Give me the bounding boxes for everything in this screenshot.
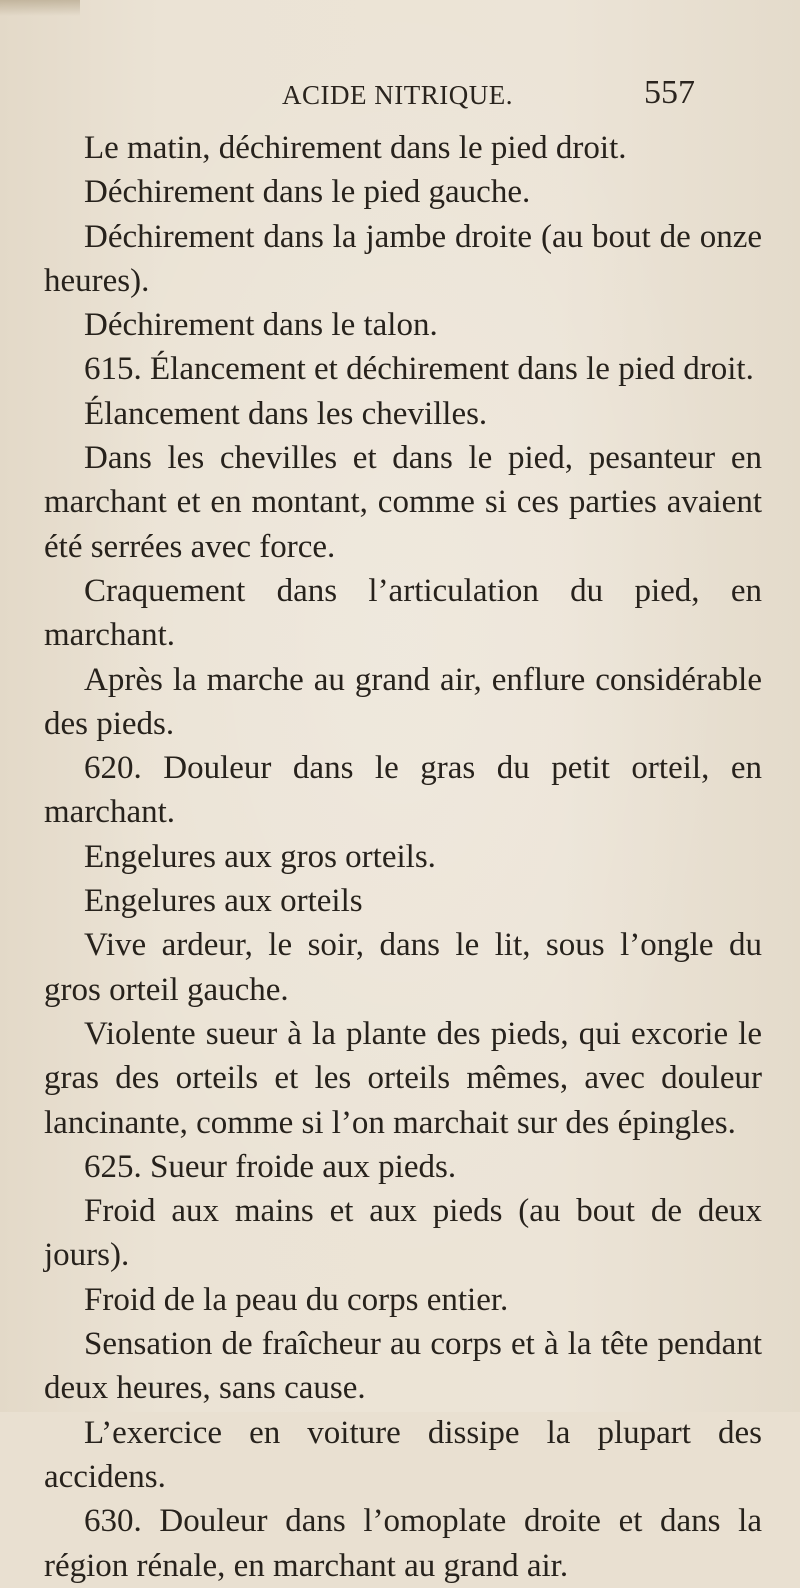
symptom-entry: Dans les chevilles et dans le pied, pesanteur en marchant et en montant, comme si ces parties avaient été serrées avec force. — [44, 440, 762, 565]
running-head: ACIDE NITRIQUE. — [282, 80, 513, 110]
symptom-entry-615: 615. Élancement et déchirement dans le pied droit. — [84, 351, 754, 388]
symptom-entry: Élancement dans les chevilles. — [84, 395, 488, 432]
page-number: 557 — [644, 74, 695, 111]
symptom-entry: Après la marche au grand air, enflure considérable des pieds. — [44, 661, 762, 742]
symptom-entry-630: 630. Douleur dans l’omoplate droite et dans la région rénale, en marchant au grand air. — [44, 1503, 762, 1584]
page-header — [0, 76, 800, 116]
symptom-entry: Violente sueur à la plante des pieds, qui excorie le gras des orteils et les orteils mêmes, avec douleur lancinante, comme si l’on marchait sur des épingles. — [44, 1015, 762, 1141]
symptom-entry: Déchirement dans le talon. — [84, 307, 438, 344]
symptom-entry: Engelures aux orteils — [84, 883, 363, 920]
symptom-entry: L’exercice en voiture dissipe la plupart des accidens. — [44, 1414, 762, 1495]
symptom-entry: Vive ardeur, le soir, dans le lit, sous l’ongle du gros orteil gauche. — [44, 927, 762, 1008]
paper-stain — [0, 0, 80, 16]
symptom-entry: Le matin, déchirement dans le pied droit. — [84, 130, 627, 166]
symptom-entry: Déchirement dans le pied gauche. — [84, 174, 531, 211]
symptom-entry: Sensation de fraîcheur au corps et à la tête pendant deux heures, sans cause. — [44, 1326, 762, 1407]
page-body — [44, 126, 762, 1588]
symptom-entry-625: 625. Sueur froide aux pieds. — [84, 1148, 457, 1185]
symptom-entry-620: 620. Douleur dans le gras du petit orteil, en marchant. — [44, 750, 762, 831]
symptom-entry: Engelures aux gros orteils. — [84, 838, 436, 875]
symptom-entry: Froid de la peau du corps entier. — [84, 1281, 509, 1318]
symptom-entry: Déchirement dans la jambe droite (au bout de onze heures). — [44, 218, 762, 299]
symptom-entry: Froid aux mains et aux pieds (au bout de deux jours). — [44, 1193, 762, 1274]
symptom-entry: Craquement dans l’articulation du pied, en marchant. — [44, 572, 762, 654]
